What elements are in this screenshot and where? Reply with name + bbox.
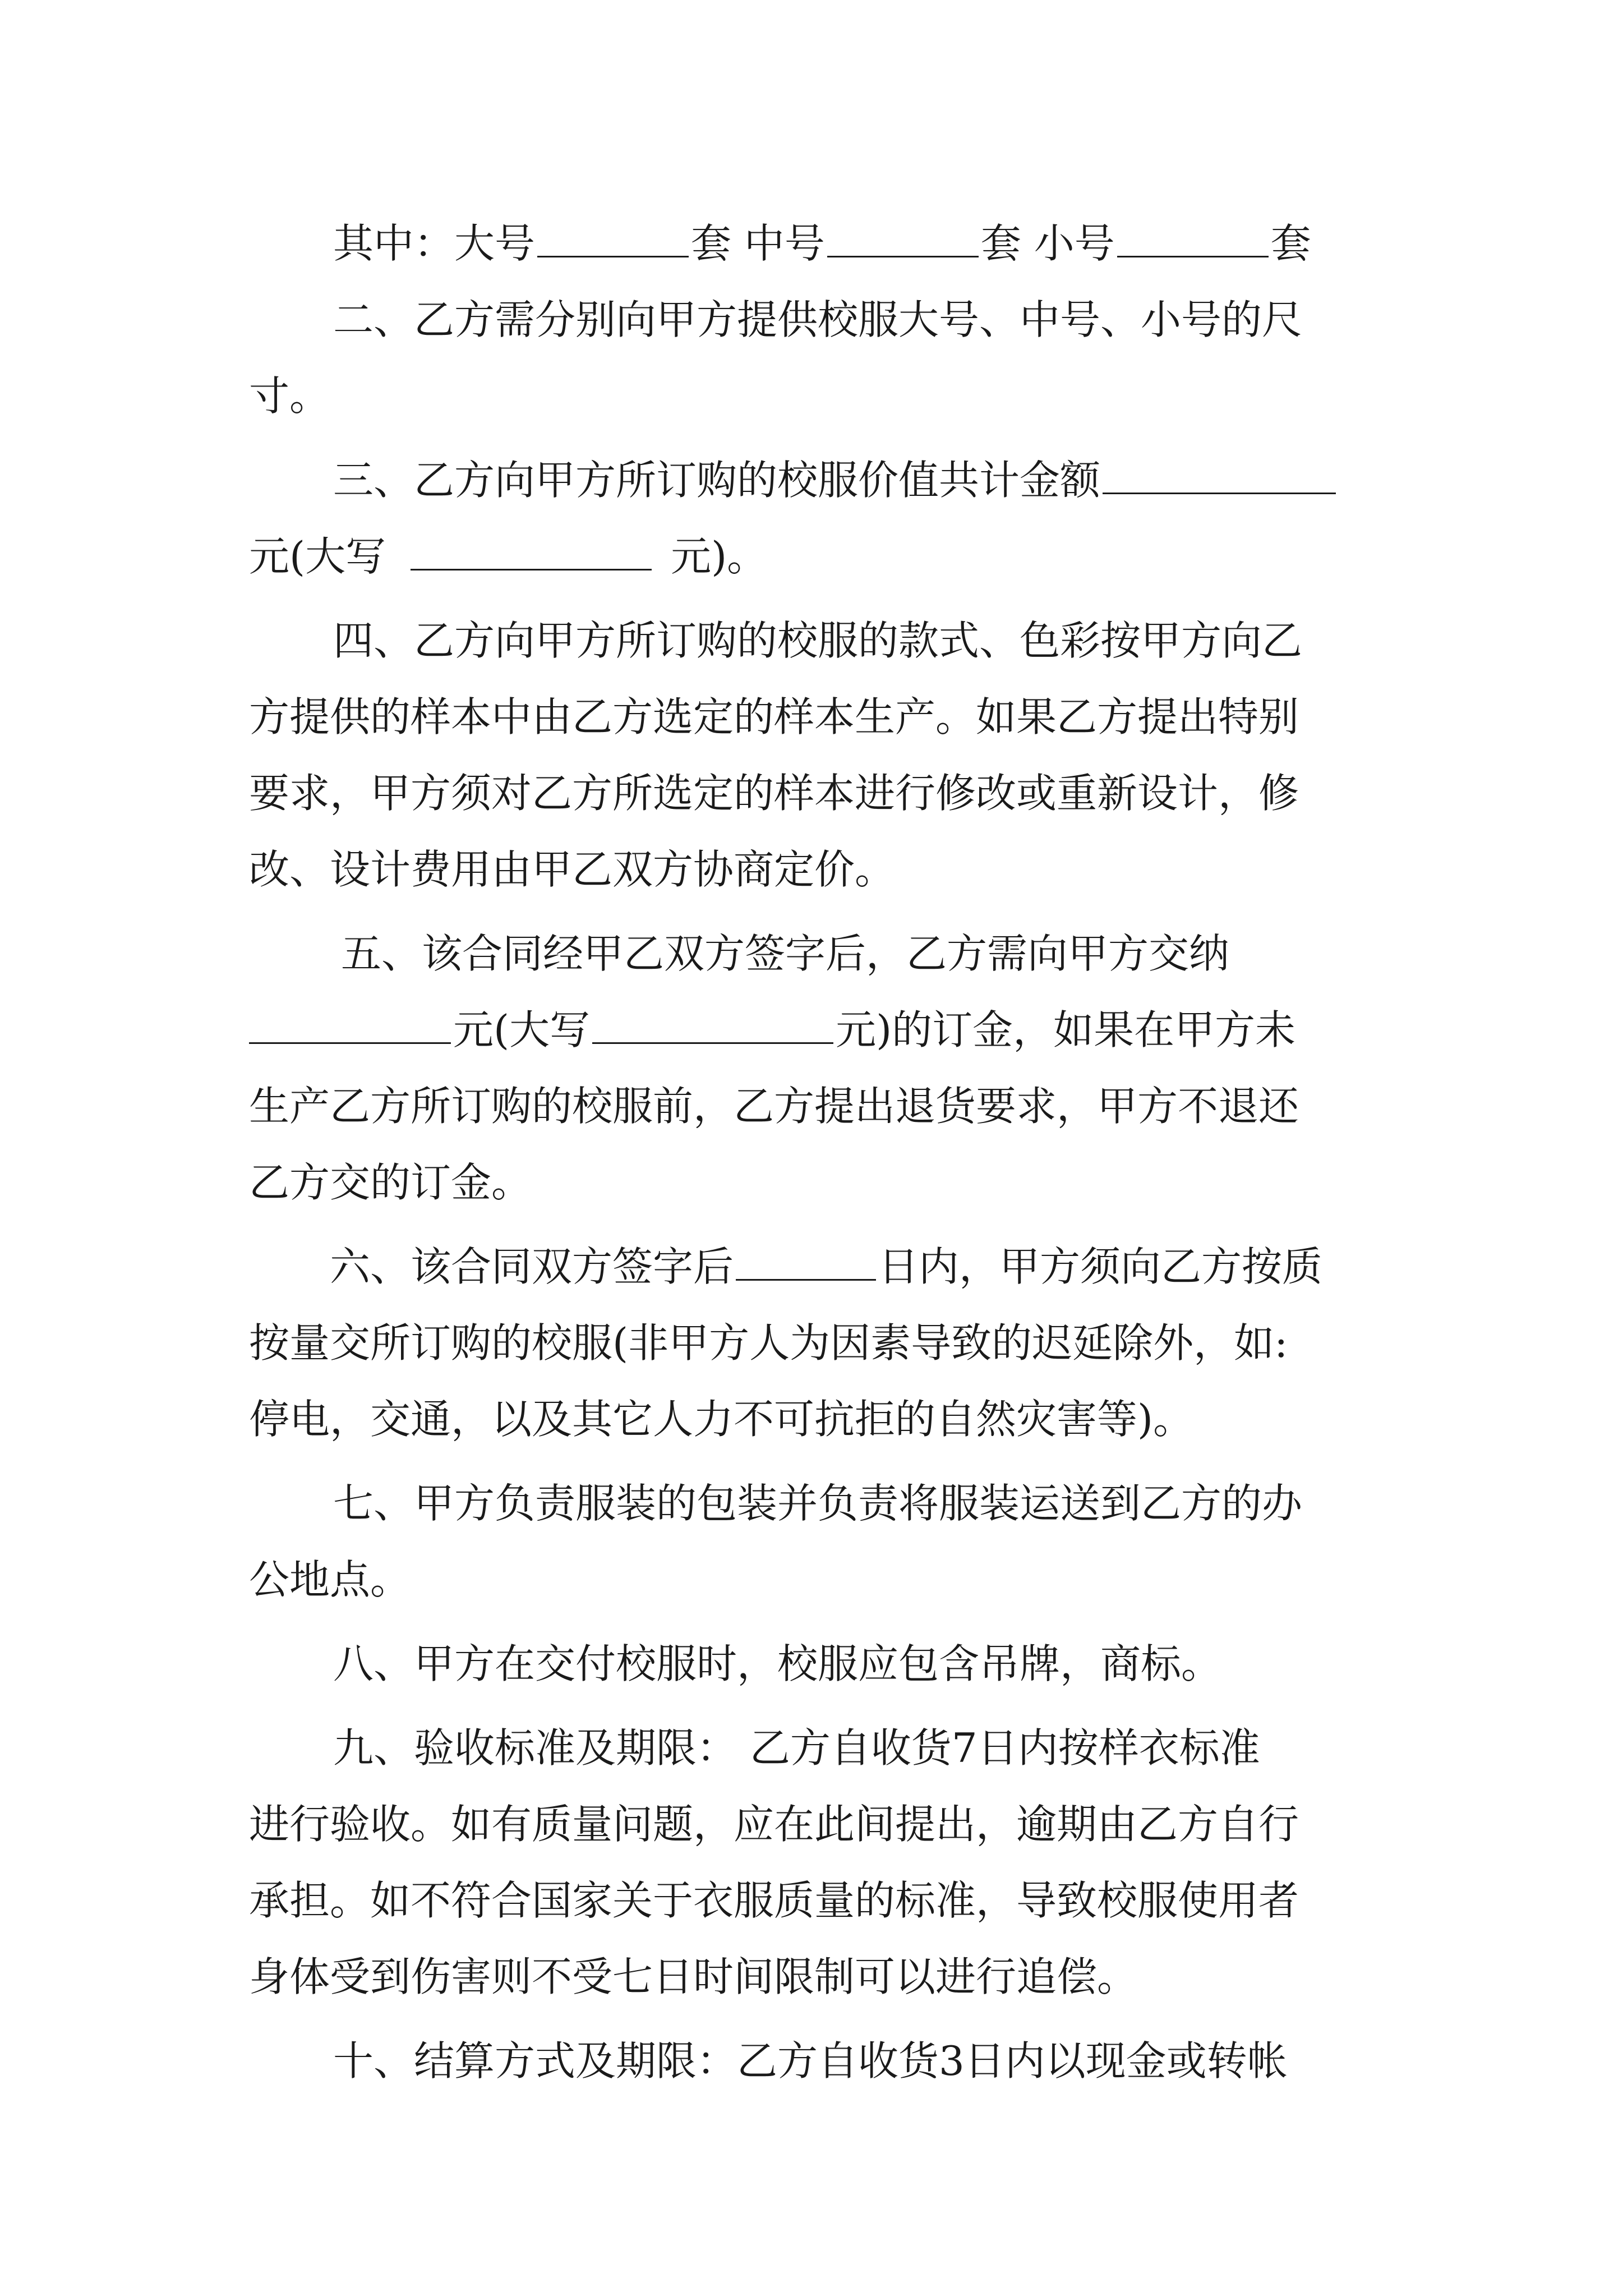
clause-2-line-2: 寸。 bbox=[249, 372, 330, 420]
text-segment: 套 小号 bbox=[980, 220, 1115, 267]
text-segment: 元)。 bbox=[671, 533, 768, 580]
contract-body bbox=[249, 205, 1387, 2099]
delivery-days-blank[interactable] bbox=[736, 1242, 876, 1281]
clause-4-line-2: 方提供的样本中由乙方选定的样本生产。如果乙方提出特别 bbox=[249, 693, 1299, 740]
clause-9-line-1: 九、验收标准及期限： 乙方自收货7日内按样衣标准 bbox=[333, 1724, 1260, 1772]
size-quantity-line bbox=[249, 205, 1387, 282]
clause-4-line-4: 改、设计费用由甲乙双方协商定价。 bbox=[249, 846, 896, 893]
clause-5-line-1: 五、该合同经甲乙双方签字后，乙方需向甲方交纳 bbox=[341, 930, 1230, 977]
text-segment: 套 bbox=[1270, 220, 1311, 267]
clause-5-line-2 bbox=[249, 992, 1387, 1068]
clause-3-line-2 bbox=[249, 518, 1387, 595]
text-segment: 元(大写 bbox=[249, 533, 386, 580]
clause-4-line-1: 四、乙方向甲方所订购的校服的款式、色彩按甲方向乙 bbox=[333, 617, 1303, 664]
clause-9-line-3: 承担。如不符合国家关于衣服质量的标准，导致校服使用者 bbox=[249, 1877, 1299, 1924]
text-segment: 三、乙方向甲方所订购的校服价值共计金额 bbox=[333, 457, 1101, 504]
text-segment: 其中：大号 bbox=[333, 220, 536, 267]
clause-6-line-1 bbox=[249, 1228, 1387, 1305]
text-segment: 六、该合同双方签字后 bbox=[330, 1243, 734, 1290]
clause-9-line-4: 身体受到伤害则不受七日时间限制可以进行追偿。 bbox=[249, 1953, 1138, 2000]
clause-6-line-3: 停电，交通，以及其它人力不可抗拒的自然灾害等)。 bbox=[249, 1396, 1194, 1443]
clause-8-line-1: 八、甲方在交付校服时，校服应包含吊牌，商标。 bbox=[333, 1640, 1222, 1687]
text-segment: 套 中号 bbox=[691, 220, 825, 267]
small-size-blank[interactable] bbox=[1117, 219, 1269, 257]
text-segment: 日内，甲方须向乙方按质 bbox=[878, 1243, 1323, 1290]
total-amount-blank[interactable] bbox=[1103, 455, 1336, 494]
text-segment: 元)的订金，如果在甲方未 bbox=[836, 1006, 1296, 1053]
deposit-amount-blank[interactable] bbox=[249, 1005, 451, 1044]
clause-5-line-4: 乙方交的订金。 bbox=[249, 1159, 532, 1206]
medium-size-blank[interactable] bbox=[827, 219, 979, 257]
clause-10-line-1: 十、结算方式及期限：乙方自收货3日内以现金或转帐 bbox=[333, 2037, 1288, 2085]
clause-6-line-2: 按量交所订购的校服(非甲方人为因素导致的迟延除外，如: bbox=[249, 1319, 1288, 1366]
clause-9-line-2: 进行验收。如有质量问题，应在此间提出，逾期由乙方自行 bbox=[249, 1801, 1299, 1848]
clause-3-line-1 bbox=[249, 442, 1387, 518]
clause-5-line-3: 生产乙方所订购的校服前，乙方提出退货要求，甲方不退还 bbox=[249, 1083, 1299, 1130]
clause-7-line-1: 七、甲方负责服装的包装并负责将服装运送到乙方的办 bbox=[333, 1480, 1303, 1527]
amount-in-words-blank[interactable] bbox=[411, 532, 652, 570]
large-size-blank[interactable] bbox=[537, 219, 689, 257]
clause-2-line-1: 二、乙方需分别向甲方提供校服大号、中号、小号的尺 bbox=[333, 296, 1303, 343]
deposit-in-words-blank[interactable] bbox=[592, 1005, 833, 1044]
clause-7-line-2: 公地点。 bbox=[249, 1556, 411, 1603]
text-segment: 元(大写 bbox=[453, 1006, 591, 1053]
clause-4-line-3: 要求，甲方须对乙方所选定的样本进行修改或重新设计，修 bbox=[249, 770, 1299, 817]
